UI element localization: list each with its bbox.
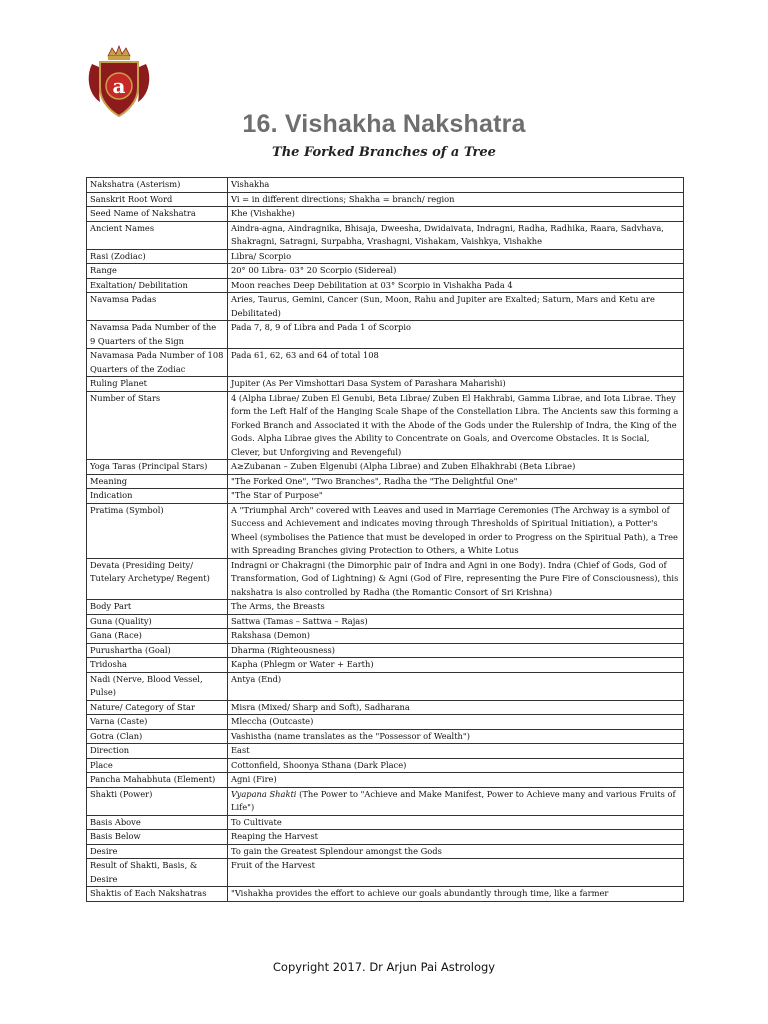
table-row: [87, 844, 684, 859]
row-label: Gotra (Clan): [87, 729, 228, 744]
row-value: "The Forked One", "Two Branches", Radha the "The Delightful One": [228, 474, 684, 489]
row-label: Meaning: [87, 474, 228, 489]
row-value: Vi = in different directions; Shakha = branch/ region: [228, 192, 684, 207]
table-row: [87, 614, 684, 629]
row-label: Result of Shakti, Basis, & Desire: [87, 859, 228, 887]
row-label: Nadi (Nerve, Blood Vessel, Pulse): [87, 672, 228, 700]
table-row: [87, 474, 684, 489]
table-row: [87, 672, 684, 700]
row-value: Reaping the Harvest: [228, 830, 684, 845]
row-value: Misra (Mixed/ Sharp and Soft), Sadharana: [228, 700, 684, 715]
row-label: Gana (Race): [87, 629, 228, 644]
row-label: Pratima (Symbol): [87, 503, 228, 558]
table-row: [87, 391, 684, 460]
table-row: [87, 715, 684, 730]
row-label: Range: [87, 264, 228, 279]
row-label: Basis Above: [87, 815, 228, 830]
table-row: [87, 321, 684, 349]
table-row: [87, 787, 684, 815]
row-value: Pada 61, 62, 63 and 64 of total 108: [228, 349, 684, 377]
row-value: Cottonfield, Shoonya Sthana (Dark Place): [228, 758, 684, 773]
table-row: [87, 643, 684, 658]
table-row: [87, 264, 684, 279]
row-label: Rasi (Zodiac): [87, 249, 228, 264]
row-label: Basis Below: [87, 830, 228, 845]
row-value: Moon reaches Deep Debilitation at 03° Scorpio in Vishakha Pada 4: [228, 278, 684, 293]
row-value: 20° 00 Libra- 03° 20 Scorpio (Sidereal): [228, 264, 684, 279]
table-row: [87, 192, 684, 207]
row-label: Shakti (Power): [87, 787, 228, 815]
row-label: Sanskrit Root Word: [87, 192, 228, 207]
table-row: [87, 207, 684, 222]
row-value: [228, 787, 684, 815]
page-subtitle: The Forked Branches of a Tree: [272, 145, 496, 160]
row-label: Body Part: [87, 600, 228, 615]
table-row: [87, 744, 684, 759]
table-row: [87, 859, 684, 887]
table-row: [87, 377, 684, 392]
row-value: Dharma (Righteousness): [228, 643, 684, 658]
table-row: [87, 293, 684, 321]
table-row: [87, 830, 684, 845]
row-label: Nakshatra (Asterism): [87, 178, 228, 193]
row-label: Indication: [87, 489, 228, 504]
table-row: [87, 349, 684, 377]
row-value: Vishakha: [228, 178, 684, 193]
row-label: Devata (Presiding Deity/ Tutelary Archetype/ Regent): [87, 558, 228, 600]
table-row: [87, 558, 684, 600]
row-value: Aindra-agna, Aindragnika, Bhisaja, Dweesha, Dwidaivata, Indragni, Radha, Radhika, Raara, Sadvhava, Shakragni, Satragni, Surpabha, Vrashagni, Vishakam, Vaishkya, Vishakhe: [228, 221, 684, 249]
table-row: [87, 629, 684, 644]
table-row: [87, 221, 684, 249]
row-value: Khe (Vishakhe): [228, 207, 684, 222]
row-value-text: (The Power to "Achieve and Make Manifest, Power to Achieve many and various Fruits of Life"): [231, 788, 676, 812]
row-label: Desire: [87, 844, 228, 859]
row-label: Varna (Caste): [87, 715, 228, 730]
row-label: Shaktis of Each Nakshatras: [87, 887, 228, 902]
row-label: Ruling Planet: [87, 377, 228, 392]
row-value: Kapha (Phlegm or Water + Earth): [228, 658, 684, 673]
row-label: Nature/ Category of Star: [87, 700, 228, 715]
row-value: Rakshasa (Demon): [228, 629, 684, 644]
table-row: [87, 658, 684, 673]
row-value: East: [228, 744, 684, 759]
row-label: Guna (Quality): [87, 614, 228, 629]
table-row: [87, 489, 684, 504]
table-row: [87, 503, 684, 558]
row-value: Sattwa (Tamas – Sattwa – Rajas): [228, 614, 684, 629]
row-value: Mleccha (Outcaste): [228, 715, 684, 730]
page-title: 16. Vishakha Nakshatra: [242, 110, 526, 138]
row-value: To Cultivate: [228, 815, 684, 830]
row-value: Indragni or Chakragni (the Dimorphic pair of Indra and Agni in one Body). Indra (Chief of Gods, God of Transformation, God of Lightning) & Agni (God of Fire, representing the Pure Fire of Consciousness), this nakshatra is also controlled by Radha (the Romantic Consort of Sri Krishna): [228, 558, 684, 600]
copyright-footer: Copyright 2017. Dr Arjun Pai Astrology: [272, 960, 496, 974]
row-value: Vashistha (name translates as the "Possessor of Wealth"): [228, 729, 684, 744]
row-value: Agni (Fire): [228, 773, 684, 788]
row-value: The Arms, the Breasts: [228, 600, 684, 615]
row-label: Place: [87, 758, 228, 773]
table-row: [87, 249, 684, 264]
row-value: A "Triumphal Arch" covered with Leaves and used in Marriage Ceremonies (The Archway is a symbol of Success and Achievement and indicates moving through Thresholds of Spiritual Initiation), a Potter's Wheel (symbolises the Patience that must be developed in order to Progress on the Spiritual Path), a Tree with Spreading Branches giving Protection to Others, a White Lotus: [228, 503, 684, 558]
crest-letter: a: [112, 74, 126, 98]
row-value: Antya (End): [228, 672, 684, 700]
table-row: [87, 178, 684, 193]
table-row: [87, 700, 684, 715]
row-value: Pada 7, 8, 9 of Libra and Pada 1 of Scorpio: [228, 321, 684, 349]
table-row: [87, 729, 684, 744]
row-value: Jupiter (As Per Vimshottari Dasa System of Parashara Maharishi): [228, 377, 684, 392]
row-label: Ancient Names: [87, 221, 228, 249]
row-label: Yoga Taras (Principal Stars): [87, 460, 228, 475]
row-value: 4 (Alpha Librae/ Zuben El Genubi, Beta Librae/ Zuben El Hakhrabi, Gamma Librae, and Iota Librae. They form the Left Half of the Hanging Scale Shape of the Constellation Libra. The Ancients saw this forming a Forked Branch and Associated it with the Abode of the Gods under the Rulership of Indra, the King of the Gods. Alpha Librae gives the Ability to Concentrate on Goals, and Overcome Obstacles. It is Social, Clever, but Unforgiving and Revengeful): [228, 391, 684, 460]
row-label: Navamsa Pada Number of the 9 Quarters of the Sign: [87, 321, 228, 349]
row-label: Navamasa Pada Number of 108 Quarters of the Zodiac: [87, 349, 228, 377]
row-value: "The Star of Purpose": [228, 489, 684, 504]
row-value: To gain the Greatest Splendour amongst the Gods: [228, 844, 684, 859]
table-row: [87, 887, 684, 902]
nakshatra-table: [86, 177, 684, 902]
row-label: Pancha Mahabhuta (Element): [87, 773, 228, 788]
row-label: Navamsa Padas: [87, 293, 228, 321]
row-value-italic: Vyapana Shakti: [231, 788, 297, 799]
row-label: Exaltation/ Debilitation: [87, 278, 228, 293]
table-row: [87, 815, 684, 830]
row-label: Number of Stars: [87, 391, 228, 460]
row-value: "Vishakha provides the effort to achieve our goals abundantly through time, like a farmer: [228, 887, 684, 902]
row-label: Seed Name of Nakshatra: [87, 207, 228, 222]
row-value: A≥Zubanan – Zuben Elgenubi (Alpha Librae) and Zuben Elhakhrabi (Beta Librae): [228, 460, 684, 475]
row-value: Aries, Taurus, Gemini, Cancer (Sun, Moon, Rahu and Jupiter are Exalted; Saturn, Mars and Ketu are Debilitated): [228, 293, 684, 321]
table-row: [87, 758, 684, 773]
row-label: Direction: [87, 744, 228, 759]
table-row: [87, 460, 684, 475]
table-row: [87, 600, 684, 615]
table-row: [87, 278, 684, 293]
row-label: Purushartha (Goal): [87, 643, 228, 658]
row-label: Tridosha: [87, 658, 228, 673]
row-value: Fruit of the Harvest: [228, 859, 684, 887]
table-row: [87, 773, 684, 788]
row-value: Libra/ Scorpio: [228, 249, 684, 264]
